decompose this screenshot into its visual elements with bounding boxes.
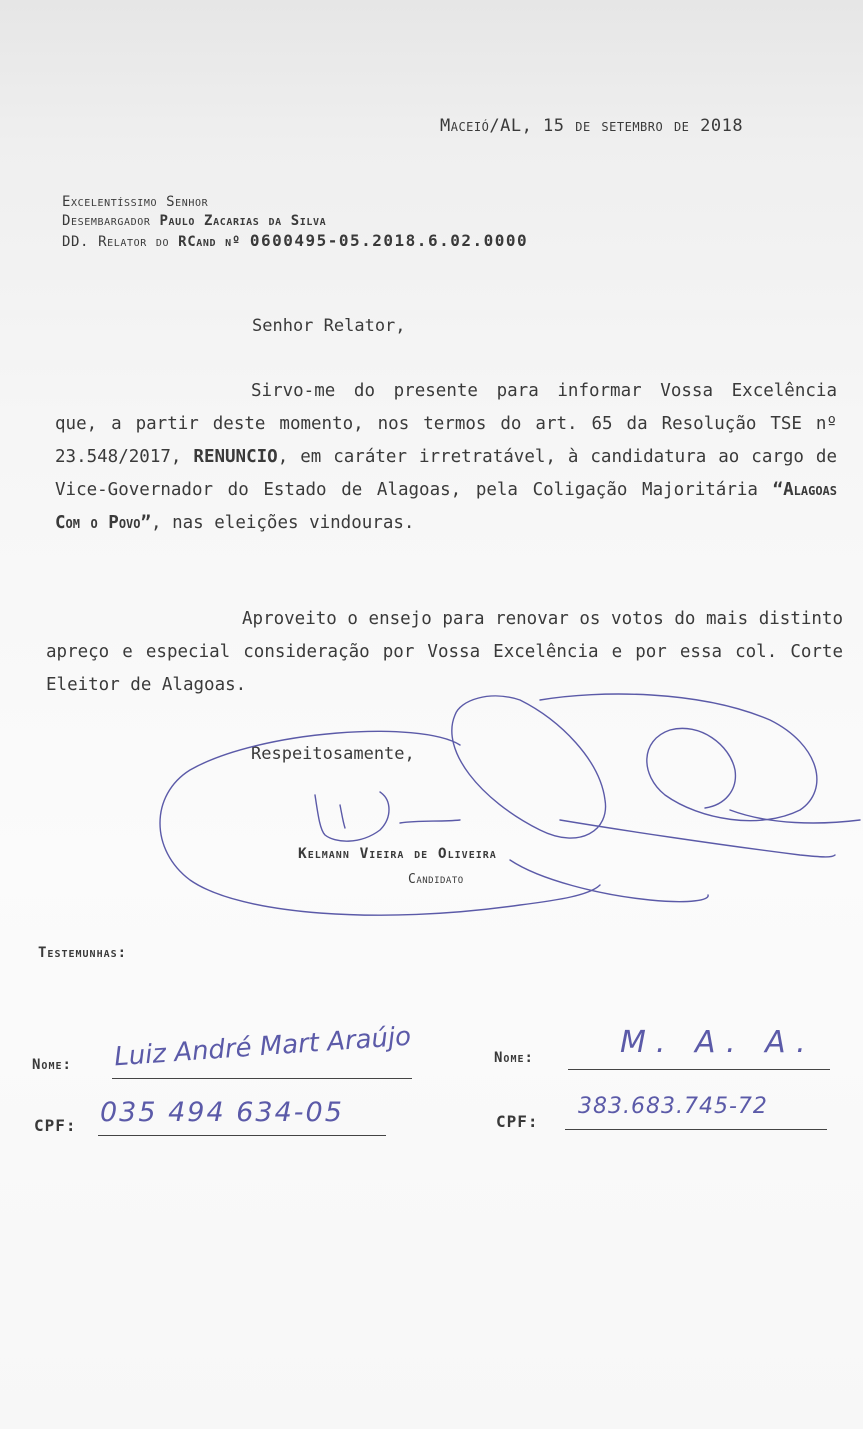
witness-left-name-handwritten: Luiz André Mart Araújo xyxy=(113,1021,413,1073)
witness-left-cpf-line xyxy=(98,1135,386,1136)
addressee-block xyxy=(62,193,528,252)
place-date: Maceió/AL, 15 de setembro de 2018 xyxy=(440,116,744,136)
renuncio-word: RENUNCIO xyxy=(193,447,278,467)
addressee-name-line xyxy=(62,212,528,231)
case-type: RCand xyxy=(178,234,217,250)
paragraph-closing-text: Aproveito o ensejo para renovar os votos do mais distinto apreço e especial consideração por Vossa Excelência e por essa col. Corte Eleitor de Alagoas. xyxy=(46,609,843,695)
paragraph-closing-remarks xyxy=(46,603,843,702)
case-no-label: nº xyxy=(225,234,241,250)
witness-right-cpf-handwritten: 383.683.745-72 xyxy=(578,1094,768,1119)
addressee-case-line xyxy=(62,231,528,252)
witness-left-name-line xyxy=(112,1078,412,1079)
paragraph-renuncia-part3: , nas eleições vindouras. xyxy=(151,513,415,533)
addressee-title: Excelentíssimo Senhor xyxy=(62,194,209,210)
witness-left-cpf-label: CPF: xyxy=(34,1116,77,1135)
addressee-role: Desembargador xyxy=(62,213,151,229)
paragraph-renuncia-part2: , em caráter irretratável, à candidatura ao cargo de Vice-Governador do Estado de Alagoas, pela Coligação Majoritária xyxy=(55,447,837,500)
case-number: 0600495-05.2018.6.02.0000 xyxy=(249,231,529,250)
addressee-name: Paulo Zacarias da Silva xyxy=(159,213,327,229)
witness-right-name-line xyxy=(568,1069,830,1070)
salutation: Senhor Relator, xyxy=(252,316,406,336)
witness-right-name-label: Nome: xyxy=(494,1050,534,1066)
closing-greeting: Respeitosamente, xyxy=(251,744,415,764)
witness-right-name-handwritten: M. A. A. xyxy=(620,1025,816,1060)
paragraph-renuncia-part1: Sirvo-me do presente para informar Vossa Excelência que, a partir deste momento, nos termos do art. 65 da Resolução TSE nº 23.548/2017, xyxy=(55,381,837,467)
coalition-name: “Alagoas Com o Povo” xyxy=(55,480,837,533)
signer-name: Kelmann Vieira de Oliveira xyxy=(298,846,497,862)
witness-left-cpf-handwritten: 035 494 634-05 xyxy=(100,1097,344,1128)
witnesses-title: Testemunhas: xyxy=(38,945,128,961)
signer-role: Candidato xyxy=(408,872,464,887)
paragraph-renuncia xyxy=(55,375,837,540)
witness-right-cpf-line xyxy=(565,1129,827,1130)
witness-left-name-label: Nome: xyxy=(32,1057,72,1073)
addressee-relator: DD. Relator do xyxy=(62,234,170,250)
witness-right-cpf-label: CPF: xyxy=(496,1112,539,1131)
